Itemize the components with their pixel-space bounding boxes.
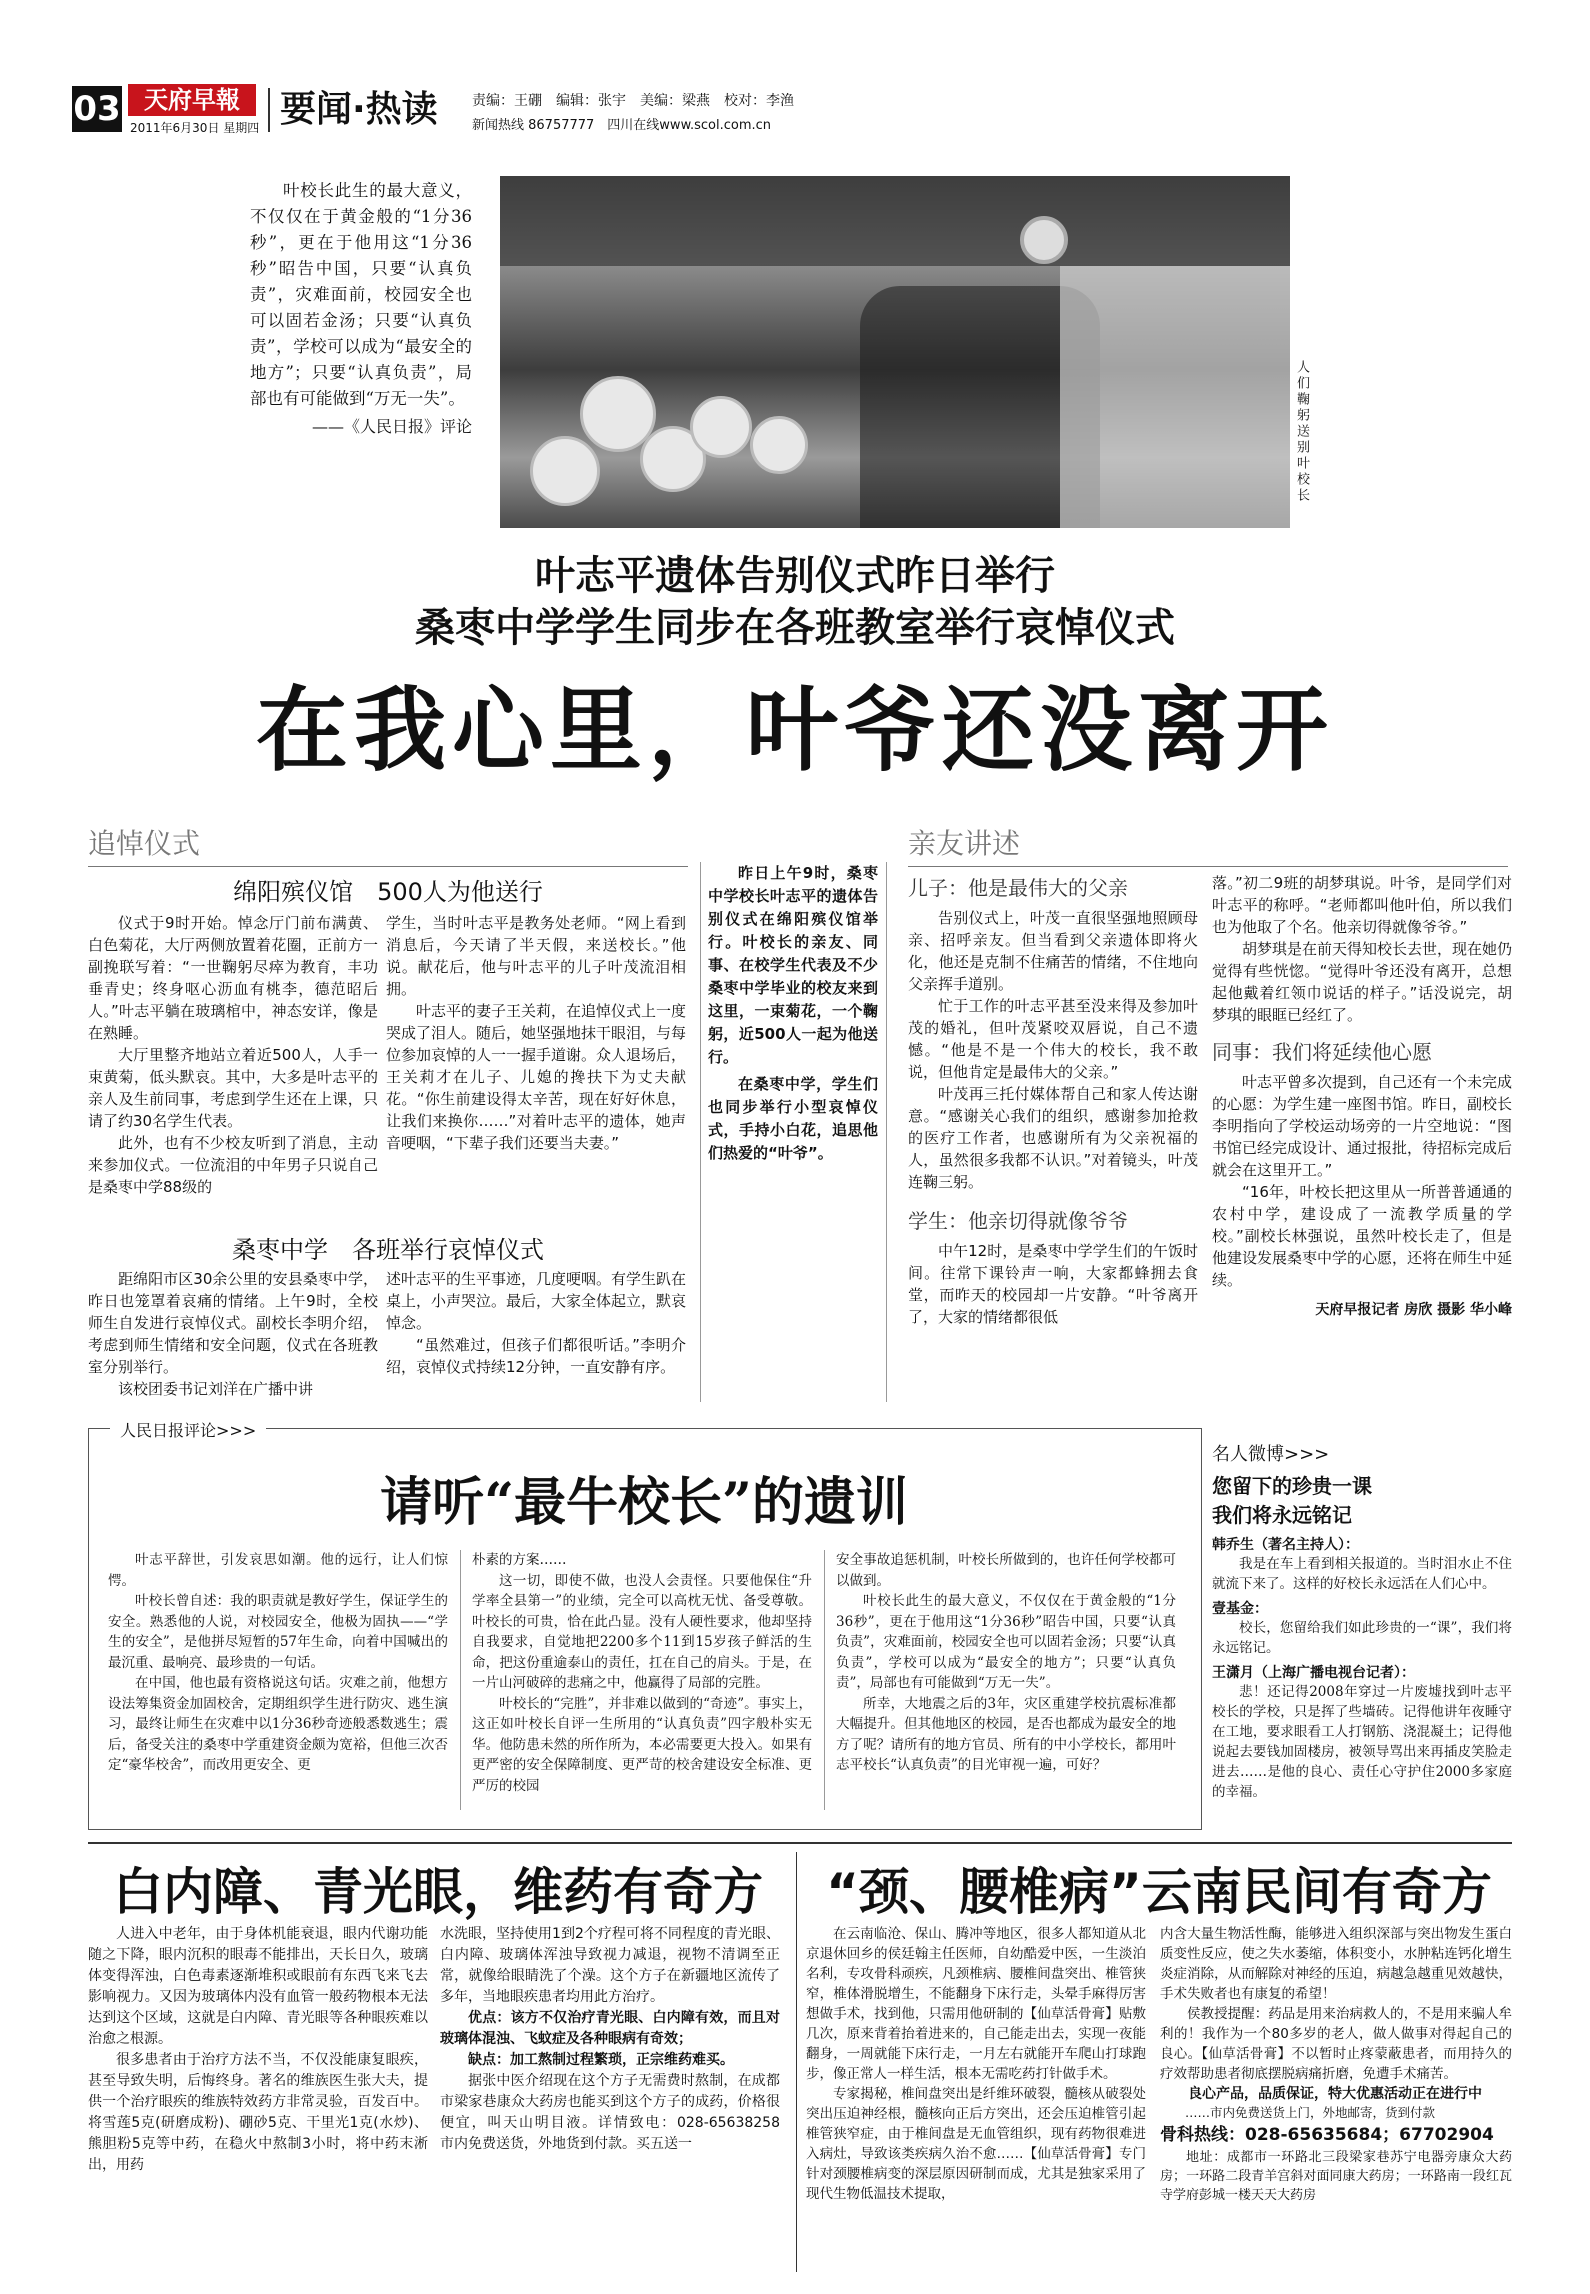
- relatives-col1: 儿子：他是最伟大的父亲 告别仪式上，叶茂一直很坚强地照顾母亲、招呼亲友。但当看到父亲遗体即将火化，他还是克制不住痛苦的情绪，不住地向父亲挥手道别。 忙于工作的叶志平甚至没来得及参加叶茂的婚礼，但叶茂紧咬双唇说，自己不遗憾。“他是不是一个伟大的校长，我不敢说，但他肯定是最伟大的父亲。” 叶茂再三托付媒体帮自己和家人传达谢意。“感谢关心我们的组织，感谢参加抢救的医疗工作者，也感谢所有为父亲祝福的人，虽然很多我都不认识。”对着镜头，叶茂连鞠三躬。 学生：他亲切得就像爷爷 中午12时，是桑枣中学学生们的午饭时间。往常下课铃声一响，大家都蜂拥去食堂，而昨天的校园却一片安静。“叶爷离开了，大家的情绪都很低: [908, 872, 1198, 1328]
- commentary-title: 请听“最牛校长”的遗训: [380, 1472, 908, 1533]
- ad-eye-col2: 水洗眼，坚持使用1到2个疗程可将不同程度的青光眼、白内障、玻璃体浑浊导致视力减退，视物不清调至正常，就像给眼睛洗了个澡。这个方子在新疆地区流传了多年，当地眼疾患者均用此方治疗。 优点：该方不仅治疗青光眼、白内障有效，而且对玻璃体混浊、飞蚊症及各种眼病有奇效； 缺点：加工熬制过程繁琐，正宗维药难买。 据张中医介绍现在这个方子无需费时熬制，在成都市梁家巷康众大药房也能买到这个方子的成药，价格很便宜，叫天山明目液。详情致电：028-65638258 市内免费送货，外地货到付款。买五送一: [440, 1926, 794, 2152]
- issue-date: 2011年6月30日 星期四: [130, 121, 260, 135]
- commentary-col3: [836, 1550, 1176, 1776]
- section-title: 要闻·热读: [268, 88, 438, 132]
- weibo-name-1: 韩乔生（著名主持人）：: [1212, 1537, 1359, 1553]
- editor-credits: 责编：王硼 编辑：张宇 美编：梁燕 校对：李渔: [472, 93, 794, 109]
- quote-text: 叶校长此生的最大意义，不仅仅在于黄金般的“1分36秒”，更在于他用这“1分36秒”昭告中国，只要“认真负责”，灾难面前，校园安全也可以固若金汤；只要“认真负责”，学校可以成为“最安全的地方”；只要“认真负责”，局部也有可能做到“万无一失”。: [250, 181, 472, 408]
- subhead-son: 儿子：他是最伟大的父亲: [908, 876, 1128, 900]
- funeral-photo: [500, 176, 1290, 528]
- commentary-paragraph: 这一切，即使不做，也没人会责怪。只要他保住“升学率全县第一”的业绩，完全可以高枕无忧、备受尊敬。叶校长的可贵，恰在此凸显。没有人硬性要求，他却坚持自我要求，自觉地把2200多个11到15岁孩子鲜活的生命，把这份重逾泰山的责任，扛在自己的肩头。于是，在一片山河破碎的悲痛之中，他赢得了局部的完胜。: [472, 1572, 812, 1691]
- weibo-text-3: 悲！还记得2008年穿过一片废墟找到叶志平校长的学校，只是挥了些墙砖。记得他讲年夜睡守在工地，要求眼看工人打钢筋、浇混凝土；记得他说起去要钱加固楼房，被领导骂出来再插皮笑脸走进去……是他的良心、责任心守护住2000多家庭的幸福。: [1212, 1684, 1512, 1800]
- subhead-school: 桑枣中学 各班举行哀悼仪式: [232, 1236, 544, 1264]
- headline-line1: 叶志平遗体告别仪式昨日举行: [535, 553, 1055, 599]
- headline-line2: 桑枣中学学生同步在各班教室举行哀悼仪式: [415, 605, 1175, 651]
- lead-text: 昨日上午9时，桑枣中学校长叶志平的遗体告别仪式在绵阳殡仪馆举行。叶校长的亲友、同事、在校学生代表及不少桑枣中学毕业的校友来到这里，一束菊花，一个鞠躬，近500人一起为他送行。 在桑枣中学，学生们也同步举行小型哀悼仪式，手持小白花，追思他们热爱的“叶爷”。: [708, 864, 878, 1162]
- weibo-column: [1212, 1440, 1512, 1802]
- relatives-col2: 落。”初二9班的胡梦琪说。叶爷，是同学们对叶志平的称呼。“老师都叫他叶伯，所以我们也为他取了个名。他亲切得就像爷爷。” 胡梦琪是在前天得知校长去世，现在她仍觉得有些恍惚。“觉得叶爷还没有离开，总想起他戴着红领巾说话的样子。”话没说完，胡梦琪的眼眶已经红了。 同事：我们将延续他心愿 叶志平曾多次提到，自己还有一个未完成的心愿：为学生建一座图书馆。昨日，副校长李明指向了学校运动场旁的一片空地说：“图书馆已经完成设计、通过报批，待招标完成后就会在这里开工。” “16年，叶校长把这里从一所普普通通的农村中学，建设成了一流教学质量的学校。”副校长林强说，虽然叶校长走了，但是他建设发展桑枣中学的心愿，还将在师生中延续。 天府早报记者 房欣 摄影 华小峰: [1212, 874, 1513, 1318]
- commentary-col1: [108, 1550, 448, 1776]
- commentary-paragraph: 叶志平辞世，引发哀思如潮。他的远行，让人们惊愕。: [108, 1552, 448, 1589]
- commentary-col2: [472, 1550, 812, 1796]
- school-col2: 述叶志平的生平事迹，几度哽咽。有学生趴在桌上，小声哭泣。最后，大家全体起立，默哀悼念。 “虽然难过，但孩子们都很听话。”李明介绍，哀悼仪式持续12分钟，一直安静有序。: [386, 1270, 687, 1376]
- quote-source: ——《人民日报》评论: [311, 417, 472, 436]
- reporter-byline: 天府早报记者 房欣 摄影 华小峰: [1315, 1302, 1512, 1318]
- weibo-name-2: 壹基金：: [1212, 1601, 1268, 1617]
- headline-main: 在我心里，叶爷还没离开: [255, 677, 1334, 784]
- commentary-paragraph: 叶校长此生的最大意义，不仅仅在于黄金般的“1分36秒”，更在于他用这“1分36秒”昭告中国，只要“认真负责”，灾难面前，校园安全也可以固若金汤；只要“认真负责”，学校可以成为“最安全的地方”；只要“认真负责”，局部也有可能做到“万无一失”。: [836, 1593, 1176, 1691]
- weibo-text-1: 我是在车上看到相关报道的。当时泪水止不住就流下来了。这样的好校长永远活在人们心中。: [1212, 1556, 1512, 1592]
- ad-eye-col1: 人进入中老年，由于身体机能衰退，眼内代谢功能随之下降，眼内沉积的眼毒不能排出，天长日久，玻璃体变得浑浊，白色毒素逐渐堆积或眼前有东西飞来飞去影响视力。又因为玻璃体内没有血管一般药物根本无法达到这个区域，这就是白内障、青光眼等各种眼疾难以治愈之根源。 很多患者由于治疗方法不当，不仅没能康复眼疾，甚至导致失明，后悔终身。著名的维族医生张大夫，提供一个治疗眼疾的维族特效药方非常灵验，百发百中。将雪莲5克(研磨成粉)、硼砂5克、干里光1克(水炒)、熊胆粉5克等中药，在稳火中熬制3小时，将中药末淅出，用药: [88, 1926, 428, 2173]
- news-hotline: 新闻热线 86757777 四川在线www.scol.com.cn: [472, 118, 772, 133]
- masthead-logo: 天府早報: [128, 84, 256, 116]
- page-number: 03: [72, 86, 122, 132]
- page-header: [72, 84, 1512, 142]
- section-label-relatives: 亲友讲述: [908, 822, 1508, 867]
- commentary-paragraph: 在中国，他也最有资格说这句话。灾难之前，他想方设法筹集资金加固校舍，定期组织学生进行防灾、逃生演习，最终让师生在灾难中以1分36秒奇迹般悉数逃生；震后，备受关注的桑枣中学重建资金颇为宽裕，但他三次否定“豪华校舍”，而改用更安全、更: [108, 1675, 448, 1773]
- commentary-paragraph: 叶校长的“完胜”，并非难以做到的“奇迹”。事实上，这正如叶校长自评一生所用的“认真负责”四字般朴实无华。他防患未然的所作所为，本必需要更大投入。如果有更严密的安全保障制度、更严苛的校舍建设安全标准、更严厉的校园: [472, 1695, 812, 1794]
- memorial-col1: 仪式于9时开始。悼念厅门前布满黄、白色菊花，大厅两侧放置着花圈，正前方一副挽联写着：“一世鞠躬尽瘁为教育，丰功垂青史；终身呕心沥血有桃李，德范昭后人。”叶志平躺在玻璃棺中，神态安详，像是在熟睡。 大厅里整齐地站立着近500人，人手一束黄菊，低头默哀。其中，大多是叶志平的亲人及生前同事，考虑到学生还在上课，只请了约30名学生代表。 此外，也有不少校友听到了消息，主动来参加仪式。一位流泪的中年男子只说自己是桑枣中学88级的: [88, 914, 378, 1196]
- ad-spine-col1: 在云南临沧、保山、腾冲等地区，很多人都知道从北京退休回乡的侯廷翰主任医师，自幼酷爱中医，一生淡泊名利，专攻骨科顽疾，凡颈椎病、腰椎间盘突出、椎管狭窄，椎体滑脱增生，不能翻身下床行走，头晕手麻得厉害想做手术，找到他，只需用他研制的【仙草活骨膏】贴敷几次，原来背着抬着进来的，自己能走出去，实现一夜能翻身，一周就能下床行走，一月左右就能开车爬山打球跑步，像正常人一样生活，根本无需吃药打针做手术。 专家揭秘，椎间盘突出是纤维环破裂，髓核从破裂处突出压迫神经根，髓核向正后方突出，还会压迫椎管引起椎管狭窄症，由于椎间盘是无血管组织，现有药物很难进入病灶，导致该类疾病久治不愈……【仙草活骨膏】专门针对颈腰椎病变的深层原因研制而成，尤其是独家采用了现代生物低温技术提取，: [806, 1926, 1146, 2202]
- weibo-label: 名人微博>>>: [1212, 1444, 1330, 1465]
- subhead-student: 学生：他亲切得就像爷爷: [908, 1209, 1128, 1233]
- ad-spine-hotline: 骨科热线：028-65635684；67702904: [1160, 2125, 1494, 2145]
- commentary-paragraph: 叶校长曾自述：我的职责就是教好学生，保证学生的安全。熟悉他的人说，对校园安全，他极为固执——“学生的安全”，是他拼尽短暂的57年生命，向着中国喊出的最沉重、最响亮、最珍贵的一句话。: [108, 1593, 448, 1671]
- subhead-funeral-home: 绵阳殡仪馆 500人为他送行: [233, 878, 543, 906]
- section-label-memorial: 追悼仪式: [88, 822, 688, 867]
- weibo-text-2: 校长，您留给我们如此珍贵的一“课”，我们将永远铭记。: [1212, 1620, 1512, 1656]
- commentary-paragraph: 朴素的方案……: [472, 1552, 567, 1568]
- commentary-paragraph: 安全事故追惩机制，叶校长所做到的，也许任何学校都可以做到。: [836, 1552, 1176, 1589]
- school-col1: 距绵阳市区30余公里的安县桑枣中学，昨日也笼罩着哀痛的情绪。上午9时，全校师生自发进行哀悼仪式。副校长李明介绍，考虑到师生情绪和安全问题，仪式在各班教室分别举行。 该校团委书记刘洋在广播中讲: [88, 1270, 378, 1398]
- weibo-title1: 您留下的珍贵一课: [1212, 1474, 1372, 1498]
- ad-spine-title: “颈、腰椎病”云南民间有奇方: [826, 1863, 1492, 1921]
- quote-box: [250, 178, 472, 437]
- ad-spine-col2: 内含大量生物活性酶，能够进入组织深部与突出物发生蛋白质变性反应，使之失水萎缩，体积变小，水肿粘连钙化增生炎症消除，从而解除对神经的压迫，病越急越重见效越快，手术失败者也有康复的希望！ 侯教授提醒：药品是用来治病救人的，不是用来骗人牟利的！我作为一个80多岁的老人，做人做事对得起自己的良心。【仙草活骨膏】不以暂时止疼蒙蔽患者，而用持久的疗效帮助患者彻底摆脱病痛折磨，免遭手术痛苦。 良心产品，品质保证，特大优惠活动正在进行中 ……市内免费送货上门，外地邮寄，货到付款 骨科热线：028-65635684；67702904 地址：成都市一环路北三段梁家巷苏宁电器旁康众大药房；一环路二段青羊宫斜对面同康大药房；一环路南一段红瓦寺学府彭城一楼天天大药房: [1160, 1926, 1512, 2203]
- subhead-colleague: 同事：我们将延续他心愿: [1212, 1040, 1432, 1064]
- commentary-paragraph: 所幸，大地震之后的3年，灾区重建学校抗震标准都大幅提升。但其他地区的校园，是否也都成为最安全的地方了呢？请所有的地方官员、所有的中小学校长，都用叶志平校长“认真负责”的目光审视一遍，可好？: [836, 1695, 1176, 1773]
- ad-eye-title: 白内障、青光眼，维药有奇方: [113, 1863, 763, 1921]
- commentary-label: 人民日报评论>>>: [110, 1418, 266, 1441]
- weibo-name-3: 王潇月（上海广播电视台记者）：: [1212, 1665, 1415, 1681]
- weibo-title2: 我们将永远铭记: [1212, 1503, 1352, 1527]
- photo-caption: 人们鞠躬送别叶校长: [1294, 360, 1309, 504]
- memorial-col2: 学生，当时叶志平是教务处老师。“网上看到消息后，今天请了半天假，来送校长。”他说。献花后，他与叶志平的儿子叶茂流泪相拥。 叶志平的妻子王关莉，在追悼仪式上一度哭成了泪人。随后，她坚强地抹干眼泪，与每位参加哀悼的人一一握手道谢。众人退场后，王关莉才在儿子、儿媳的搀扶下为丈夫献花。“你生前建设得太辛苦，现在好好休息，让我们来换你……”对着叶志平的遗体，她声音哽咽，“下辈子我们还要当夫妻。”: [386, 914, 687, 1152]
